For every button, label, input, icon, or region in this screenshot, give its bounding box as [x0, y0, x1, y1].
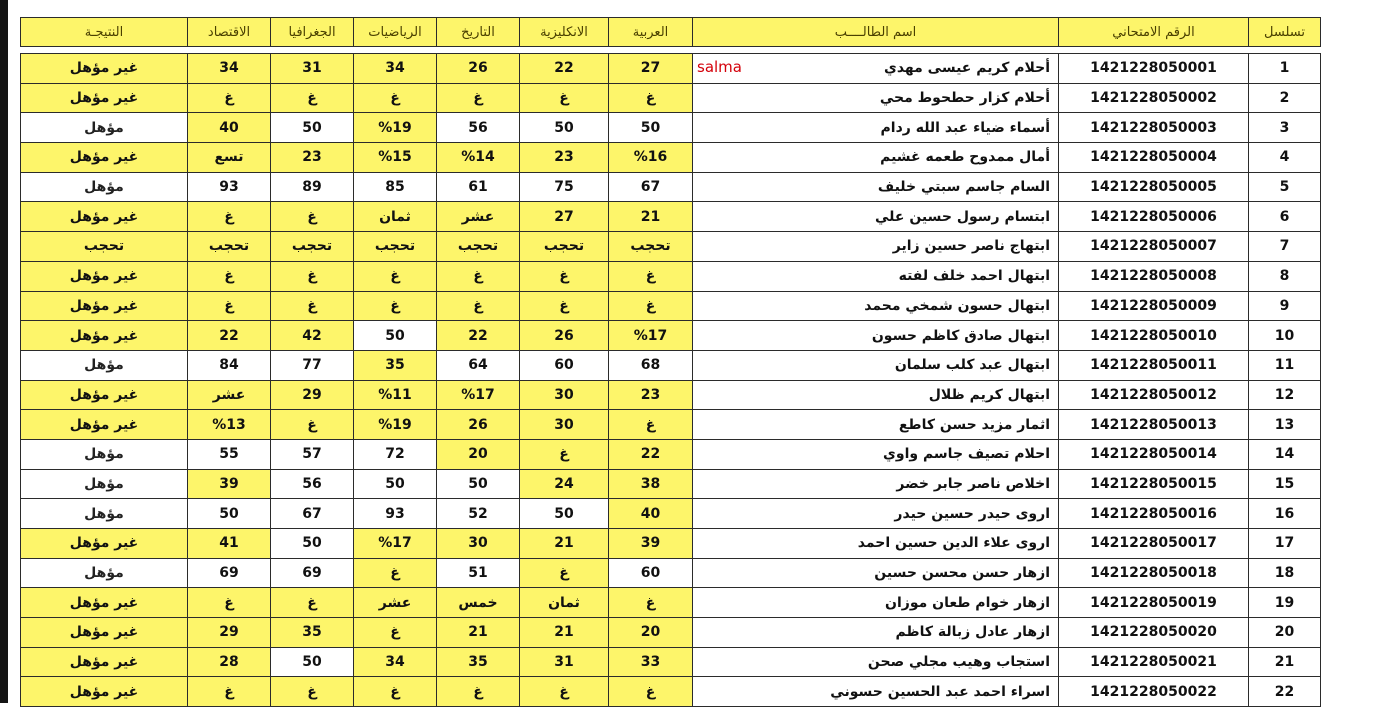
student-name: ابتهاج ناصر حسين زاير [892, 238, 1050, 255]
header-name: اسم الطالــــب [693, 18, 1059, 47]
serial-cell: 3 [1249, 113, 1321, 143]
english-cell: 75 [520, 172, 609, 202]
english-cell: غ [520, 83, 609, 113]
economics-cell: 22 [188, 321, 271, 351]
history-cell: 35 [437, 647, 520, 677]
arabic-cell: 60 [609, 558, 693, 588]
history-cell: تحجب [437, 232, 520, 262]
arabic-cell: 20 [609, 618, 693, 648]
name-cell [693, 647, 1059, 677]
geography-cell: 57 [271, 439, 354, 469]
serial-cell: 6 [1249, 202, 1321, 232]
english-cell: 60 [520, 350, 609, 380]
table-row [21, 677, 1321, 707]
english-cell: غ [520, 291, 609, 321]
economics-cell: 41 [188, 529, 271, 559]
english-cell: غ [520, 677, 609, 707]
result-cell: غير مؤهل [21, 321, 188, 351]
serial-cell: 18 [1249, 558, 1321, 588]
result-cell: مؤهل [21, 172, 188, 202]
economics-cell: غ [188, 202, 271, 232]
header-exam-number: الرقم الامتحاني [1059, 18, 1249, 47]
economics-cell: تحجب [188, 232, 271, 262]
math-cell: 50 [354, 469, 437, 499]
name-cell [693, 677, 1059, 707]
student-name: ازهار خوام طعان موزان [885, 594, 1050, 611]
student-name: اخلاص ناصر جابر خضر [896, 475, 1050, 492]
arabic-cell: غ [609, 677, 693, 707]
exam-number-cell: 1421228050001 [1059, 54, 1249, 84]
math-cell: غ [354, 291, 437, 321]
table-row [21, 232, 1321, 262]
result-cell: مؤهل [21, 113, 188, 143]
serial-cell: 13 [1249, 410, 1321, 440]
result-cell: مؤهل [21, 469, 188, 499]
student-name: استجاب وهيب مجلي صحن [867, 654, 1050, 671]
economics-cell: 39 [188, 469, 271, 499]
english-cell: 21 [520, 618, 609, 648]
serial-cell: 9 [1249, 291, 1321, 321]
results-table [20, 17, 1321, 707]
history-cell: 51 [437, 558, 520, 588]
history-cell: 26 [437, 410, 520, 440]
math-cell: 35 [354, 350, 437, 380]
serial-cell: 4 [1249, 143, 1321, 173]
geography-cell: غ [271, 202, 354, 232]
math-cell: غ [354, 558, 437, 588]
student-name: أحلام كريم عيسى مهدي [883, 60, 1050, 77]
student-name: ابتهال حسون شمخي محمد [864, 297, 1050, 314]
student-name: ازهار حسن محسن حسين [874, 565, 1050, 582]
economics-cell: 40 [188, 113, 271, 143]
result-cell: تحجب [21, 232, 188, 262]
english-cell: 26 [520, 321, 609, 351]
economics-cell: غ [188, 291, 271, 321]
math-cell: 93 [354, 499, 437, 529]
arabic-cell: 21 [609, 202, 693, 232]
math-cell: عشر [354, 588, 437, 618]
student-name: ابتهال صادق كاظم حسون [871, 327, 1050, 344]
table-row [21, 410, 1321, 440]
arabic-cell: %16 [609, 143, 693, 173]
history-cell: غ [437, 291, 520, 321]
name-cell [693, 618, 1059, 648]
name-cell [693, 469, 1059, 499]
math-cell: 34 [354, 54, 437, 84]
history-cell: 50 [437, 469, 520, 499]
table-row [21, 350, 1321, 380]
name-cell [693, 54, 1059, 84]
serial-cell: 7 [1249, 232, 1321, 262]
student-name: السام جاسم سبتي خليف [877, 179, 1050, 196]
header-result: النتيجـة [21, 18, 188, 47]
economics-cell: 93 [188, 172, 271, 202]
geography-cell: 29 [271, 380, 354, 410]
exam-number-cell: 1421228050003 [1059, 113, 1249, 143]
arabic-cell: 38 [609, 469, 693, 499]
geography-cell: 77 [271, 350, 354, 380]
geography-cell: 67 [271, 499, 354, 529]
history-cell: 30 [437, 529, 520, 559]
exam-number-cell: 1421228050012 [1059, 380, 1249, 410]
english-cell: 31 [520, 647, 609, 677]
result-cell: مؤهل [21, 350, 188, 380]
result-cell: غير مؤهل [21, 588, 188, 618]
handwritten-annotation: salma [697, 58, 742, 76]
student-name: ازهار عادل زبالة كاظم [895, 624, 1050, 641]
table-row [21, 261, 1321, 291]
arabic-cell: 33 [609, 647, 693, 677]
table-row [21, 54, 1321, 84]
economics-cell: غ [188, 677, 271, 707]
english-cell: تحجب [520, 232, 609, 262]
arabic-cell: غ [609, 410, 693, 440]
exam-number-cell: 1421228050014 [1059, 439, 1249, 469]
english-cell: 50 [520, 499, 609, 529]
exam-number-cell: 1421228050011 [1059, 350, 1249, 380]
exam-number-cell: 1421228050015 [1059, 469, 1249, 499]
header-history: التاريخ [437, 18, 520, 47]
serial-cell: 2 [1249, 83, 1321, 113]
economics-cell: غ [188, 588, 271, 618]
history-cell: 61 [437, 172, 520, 202]
student-name: اثمار مزيد حسن كاطع [898, 416, 1050, 433]
result-cell: غير مؤهل [21, 83, 188, 113]
geography-cell: غ [271, 291, 354, 321]
english-cell: غ [520, 558, 609, 588]
geography-cell: غ [271, 588, 354, 618]
geography-cell: 50 [271, 647, 354, 677]
english-cell: 21 [520, 529, 609, 559]
math-cell: %19 [354, 113, 437, 143]
table-row [21, 380, 1321, 410]
student-name: أحلام كزار حطحوط محي [879, 90, 1050, 107]
geography-cell: 42 [271, 321, 354, 351]
geography-cell: غ [271, 261, 354, 291]
table-row [21, 321, 1321, 351]
exam-number-cell: 1421228050005 [1059, 172, 1249, 202]
name-cell [693, 588, 1059, 618]
math-cell: 85 [354, 172, 437, 202]
header-english: الانكليزية [520, 18, 609, 47]
arabic-cell: غ [609, 291, 693, 321]
table-row [21, 529, 1321, 559]
economics-cell: 28 [188, 647, 271, 677]
serial-cell: 21 [1249, 647, 1321, 677]
arabic-cell: 39 [609, 529, 693, 559]
geography-cell: غ [271, 677, 354, 707]
exam-number-cell: 1421228050008 [1059, 261, 1249, 291]
name-cell [693, 410, 1059, 440]
name-cell [693, 321, 1059, 351]
serial-cell: 16 [1249, 499, 1321, 529]
math-cell: غ [354, 677, 437, 707]
economics-cell: عشر [188, 380, 271, 410]
student-name: أمال ممدوح طعمه غشيم [880, 149, 1050, 166]
geography-cell: تحجب [271, 232, 354, 262]
geography-cell: 35 [271, 618, 354, 648]
math-cell: غ [354, 618, 437, 648]
exam-number-cell: 1421228050017 [1059, 529, 1249, 559]
exam-number-cell: 1421228050013 [1059, 410, 1249, 440]
economics-cell: غ [188, 83, 271, 113]
arabic-cell: 27 [609, 54, 693, 84]
table-row [21, 558, 1321, 588]
exam-number-cell: 1421228050006 [1059, 202, 1249, 232]
exam-number-cell: 1421228050018 [1059, 558, 1249, 588]
history-cell: 22 [437, 321, 520, 351]
result-cell: غير مؤهل [21, 54, 188, 84]
history-cell: %17 [437, 380, 520, 410]
arabic-cell: 40 [609, 499, 693, 529]
arabic-cell: %17 [609, 321, 693, 351]
math-cell: %11 [354, 380, 437, 410]
table-row [21, 202, 1321, 232]
name-cell [693, 143, 1059, 173]
result-cell: غير مؤهل [21, 202, 188, 232]
history-cell: 52 [437, 499, 520, 529]
history-cell: عشر [437, 202, 520, 232]
english-cell: 30 [520, 380, 609, 410]
table-row [21, 172, 1321, 202]
exam-number-cell: 1421228050009 [1059, 291, 1249, 321]
table-row [21, 83, 1321, 113]
math-cell: %15 [354, 143, 437, 173]
math-cell: 34 [354, 647, 437, 677]
english-cell: 27 [520, 202, 609, 232]
exam-number-cell: 1421228050004 [1059, 143, 1249, 173]
arabic-cell: 50 [609, 113, 693, 143]
economics-cell: 69 [188, 558, 271, 588]
result-cell: غير مؤهل [21, 380, 188, 410]
history-cell: غ [437, 83, 520, 113]
result-cell: غير مؤهل [21, 529, 188, 559]
history-cell: غ [437, 677, 520, 707]
table-row [21, 113, 1321, 143]
result-cell: غير مؤهل [21, 410, 188, 440]
serial-cell: 8 [1249, 261, 1321, 291]
serial-cell: 5 [1249, 172, 1321, 202]
result-cell: غير مؤهل [21, 618, 188, 648]
result-cell: مؤهل [21, 558, 188, 588]
header-row [21, 18, 1321, 47]
geography-cell: 50 [271, 113, 354, 143]
economics-cell: 84 [188, 350, 271, 380]
math-cell: تحجب [354, 232, 437, 262]
name-cell [693, 558, 1059, 588]
name-cell [693, 439, 1059, 469]
exam-number-cell: 1421228050016 [1059, 499, 1249, 529]
serial-cell: 10 [1249, 321, 1321, 351]
history-cell: غ [437, 261, 520, 291]
economics-cell: تسع [188, 143, 271, 173]
english-cell: 24 [520, 469, 609, 499]
economics-cell: %13 [188, 410, 271, 440]
serial-cell: 15 [1249, 469, 1321, 499]
math-cell: 50 [354, 321, 437, 351]
economics-cell: غ [188, 261, 271, 291]
header-economics: الاقتصاد [188, 18, 271, 47]
arabic-cell: 23 [609, 380, 693, 410]
name-cell [693, 113, 1059, 143]
student-name: ابتسام رسول حسين علي [875, 208, 1050, 225]
student-name: اروى حيدر حسين حيدر [894, 505, 1050, 522]
arabic-cell: 67 [609, 172, 693, 202]
result-cell: غير مؤهل [21, 143, 188, 173]
exam-number-cell: 1421228050022 [1059, 677, 1249, 707]
arabic-cell: غ [609, 83, 693, 113]
left-edge-bar [0, 0, 8, 703]
result-cell: مؤهل [21, 439, 188, 469]
economics-cell: 55 [188, 439, 271, 469]
student-name: اسراء احمد عبد الحسين حسوني [830, 683, 1050, 700]
name-cell [693, 83, 1059, 113]
result-cell: غير مؤهل [21, 261, 188, 291]
result-cell: مؤهل [21, 499, 188, 529]
result-cell: غير مؤهل [21, 647, 188, 677]
english-cell: ثمان [520, 588, 609, 618]
student-name: اروى علاء الدين حسين احمد [857, 535, 1050, 552]
english-cell: 22 [520, 54, 609, 84]
student-name: احلام تصيف جاسم واوي [883, 446, 1050, 463]
table-row [21, 588, 1321, 618]
geography-cell: 89 [271, 172, 354, 202]
name-cell [693, 261, 1059, 291]
student-name: ابتهال عبد كلب سلمان [894, 357, 1050, 374]
header-serial: تسلسل [1249, 18, 1321, 47]
history-cell: %14 [437, 143, 520, 173]
exam-number-cell: 1421228050021 [1059, 647, 1249, 677]
english-cell: غ [520, 261, 609, 291]
geography-cell: 50 [271, 529, 354, 559]
economics-cell: 29 [188, 618, 271, 648]
arabic-cell: غ [609, 261, 693, 291]
economics-cell: 34 [188, 54, 271, 84]
exam-number-cell: 1421228050007 [1059, 232, 1249, 262]
exam-number-cell: 1421228050002 [1059, 83, 1249, 113]
header-arabic: العربية [609, 18, 693, 47]
geography-cell: غ [271, 83, 354, 113]
table-row [21, 647, 1321, 677]
math-cell: %17 [354, 529, 437, 559]
serial-cell: 12 [1249, 380, 1321, 410]
exam-number-cell: 1421228050010 [1059, 321, 1249, 351]
serial-cell: 1 [1249, 54, 1321, 84]
serial-cell: 11 [1249, 350, 1321, 380]
name-cell [693, 350, 1059, 380]
student-name: ابتهال كريم ظلال [928, 386, 1050, 403]
serial-cell: 19 [1249, 588, 1321, 618]
table-row [21, 439, 1321, 469]
table-row [21, 499, 1321, 529]
name-cell [693, 529, 1059, 559]
history-cell: 26 [437, 54, 520, 84]
math-cell: غ [354, 83, 437, 113]
header-math: الرياضيات [354, 18, 437, 47]
result-cell: غير مؤهل [21, 291, 188, 321]
arabic-cell: 68 [609, 350, 693, 380]
result-cell: غير مؤهل [21, 677, 188, 707]
name-cell [693, 499, 1059, 529]
header-geography: الجغرافيا [271, 18, 354, 47]
serial-cell: 17 [1249, 529, 1321, 559]
history-cell: 56 [437, 113, 520, 143]
english-cell: 23 [520, 143, 609, 173]
serial-cell: 20 [1249, 618, 1321, 648]
arabic-cell: تحجب [609, 232, 693, 262]
student-name: ابتهال احمد خلف لفته [898, 268, 1050, 285]
history-cell: 64 [437, 350, 520, 380]
history-cell: 20 [437, 439, 520, 469]
math-cell: %19 [354, 410, 437, 440]
exam-number-cell: 1421228050019 [1059, 588, 1249, 618]
english-cell: غ [520, 439, 609, 469]
arabic-cell: غ [609, 588, 693, 618]
geography-cell: 23 [271, 143, 354, 173]
geography-cell: غ [271, 410, 354, 440]
student-name: أسماء ضياء عبد الله ردام [880, 119, 1050, 136]
name-cell [693, 202, 1059, 232]
history-cell: 21 [437, 618, 520, 648]
table-row [21, 291, 1321, 321]
name-cell [693, 380, 1059, 410]
name-cell [693, 232, 1059, 262]
serial-cell: 14 [1249, 439, 1321, 469]
table-row [21, 143, 1321, 173]
arabic-cell: 22 [609, 439, 693, 469]
serial-cell: 22 [1249, 677, 1321, 707]
math-cell: غ [354, 261, 437, 291]
exam-number-cell: 1421228050020 [1059, 618, 1249, 648]
geography-cell: 56 [271, 469, 354, 499]
english-cell: 50 [520, 113, 609, 143]
table-row [21, 618, 1321, 648]
english-cell: 30 [520, 410, 609, 440]
table-row [21, 469, 1321, 499]
math-cell: 72 [354, 439, 437, 469]
economics-cell: 50 [188, 499, 271, 529]
name-cell [693, 291, 1059, 321]
geography-cell: 69 [271, 558, 354, 588]
history-cell: خمس [437, 588, 520, 618]
math-cell: ثمان [354, 202, 437, 232]
geography-cell: 31 [271, 54, 354, 84]
name-cell [693, 172, 1059, 202]
